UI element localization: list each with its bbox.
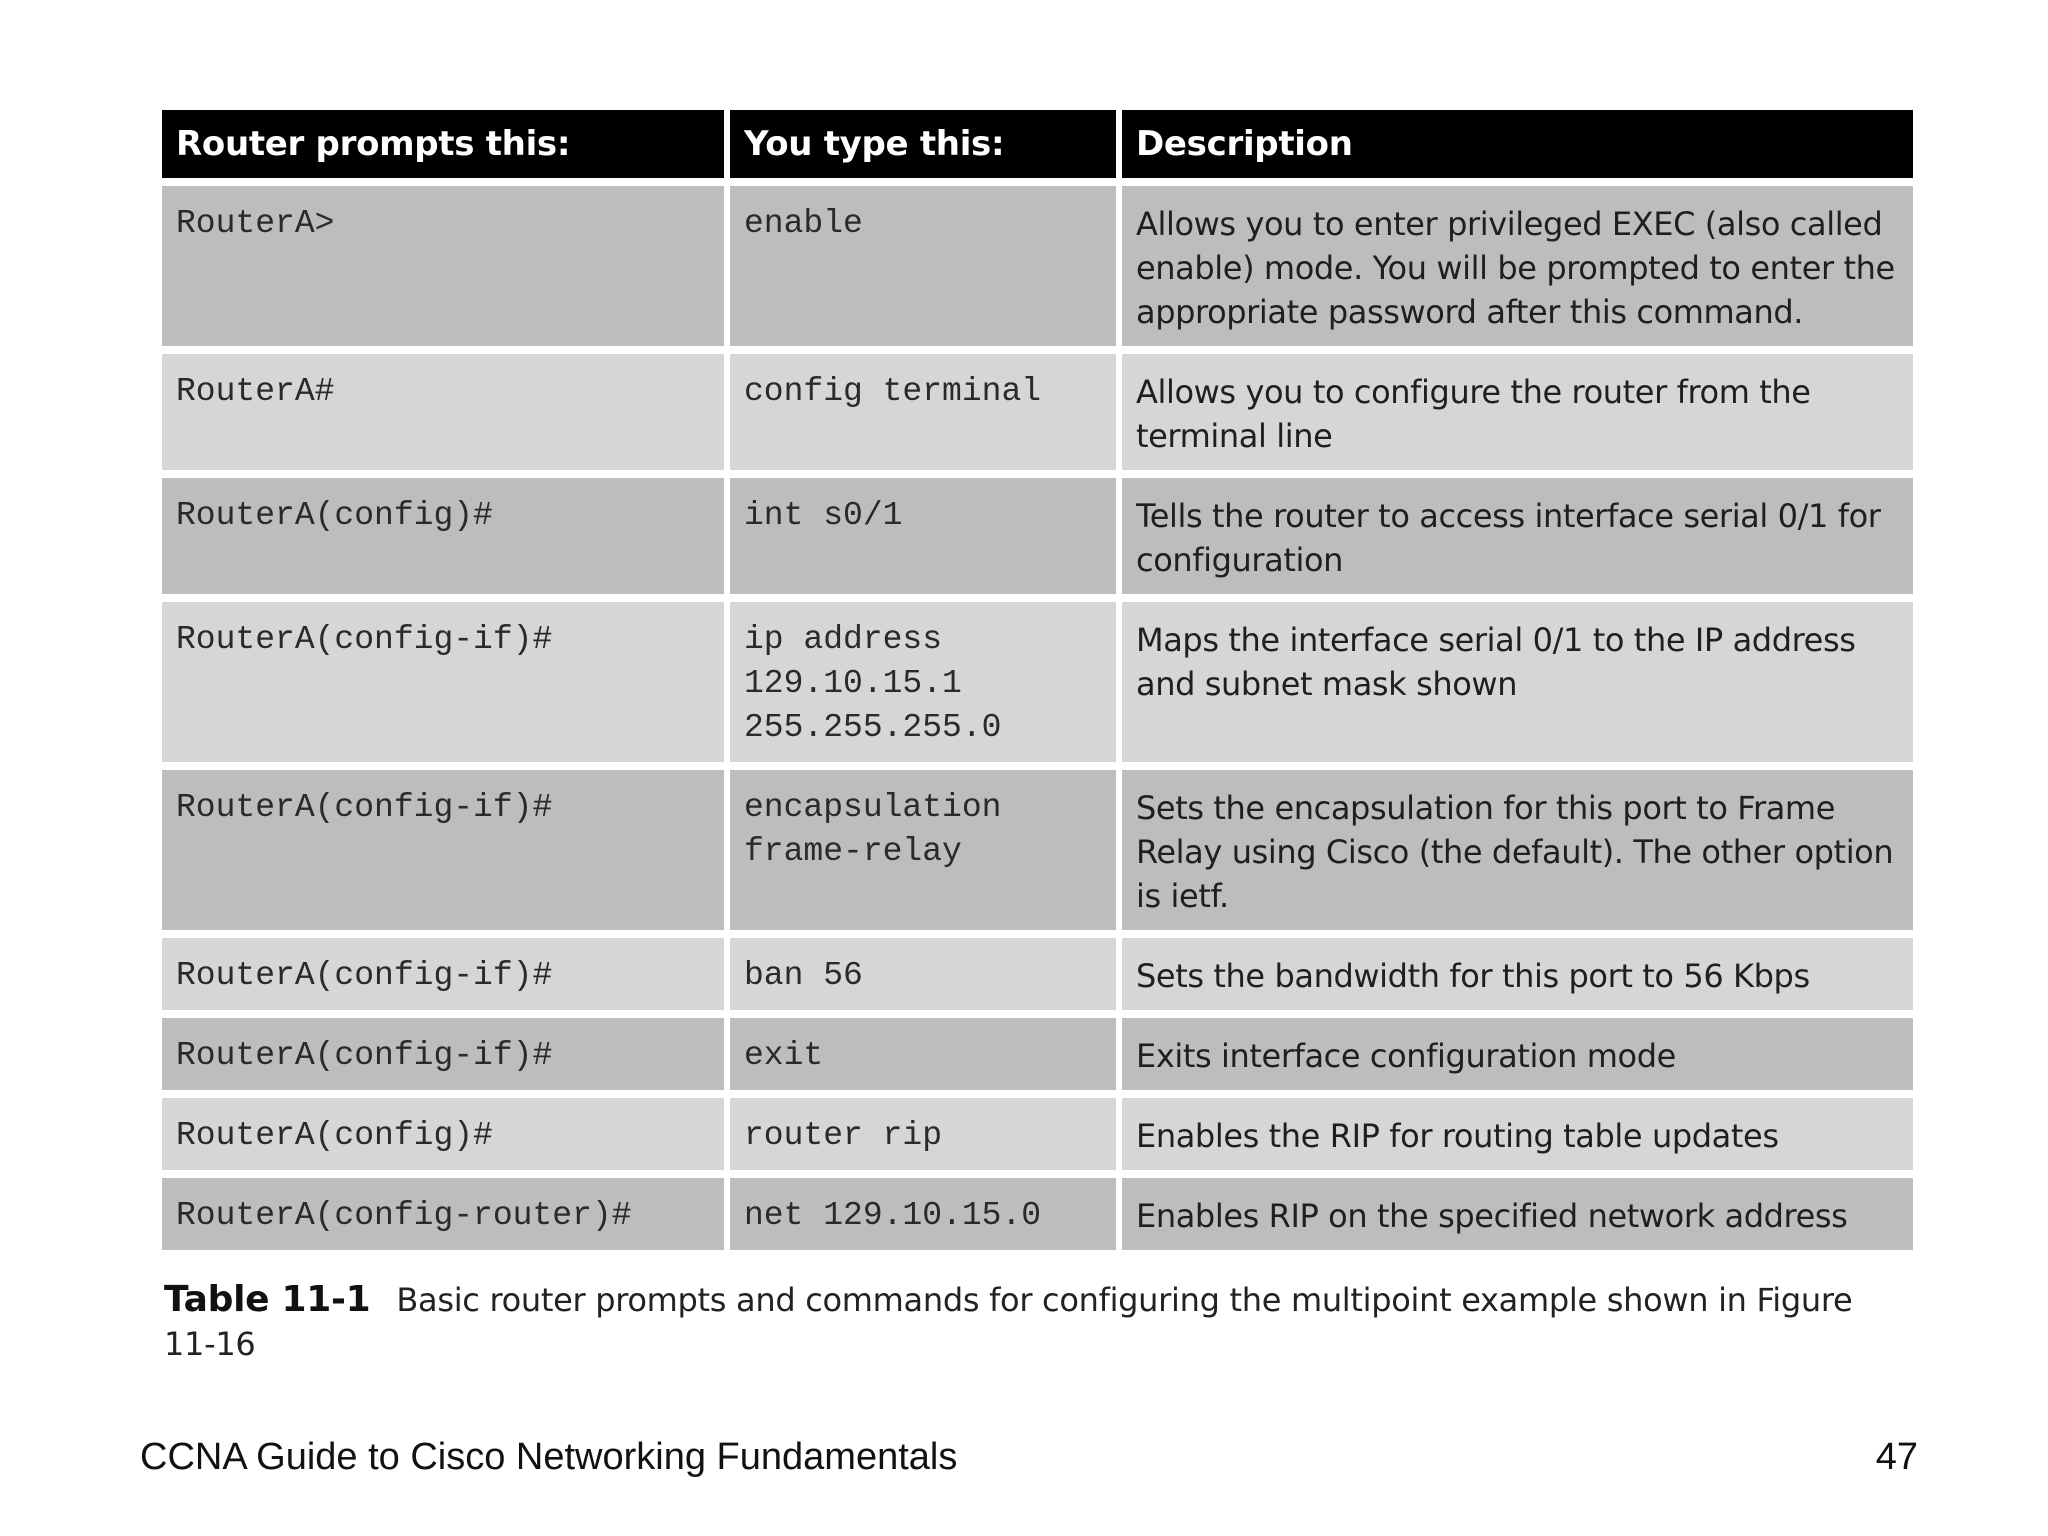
description-cell: Enables the RIP for routing table updates [1122, 1098, 1913, 1170]
prompt-cell: RouterA> [162, 186, 724, 346]
table-row [162, 1178, 1913, 1250]
router-commands-table-container [162, 110, 1913, 1250]
prompt-cell: RouterA(config)# [162, 478, 724, 594]
command-cell: enable [730, 186, 1116, 346]
description-cell: Exits interface configuration mode [1122, 1018, 1913, 1090]
prompt-cell: RouterA(config-if)# [162, 938, 724, 1010]
prompt-cell: RouterA(config-if)# [162, 1018, 724, 1090]
command-cell: config terminal [730, 354, 1116, 470]
table-header [162, 110, 1913, 178]
prompt-cell: RouterA(config-router)# [162, 1178, 724, 1250]
table-row [162, 1098, 1913, 1170]
table-row [162, 354, 1913, 470]
table-row [162, 602, 1913, 762]
command-cell: exit [730, 1018, 1116, 1090]
description-cell: Allows you to enter privileged EXEC (also called enable) mode. You will be prompted to enter the appropriate password after this command. [1122, 186, 1913, 346]
column-header-command: You type this: [730, 110, 1116, 178]
footer-page-number: 47 [1875, 1436, 1918, 1478]
table-header-row [162, 110, 1913, 178]
column-header-description: Description [1122, 110, 1913, 178]
command-cell: net 129.10.15.0 [730, 1178, 1116, 1250]
prompt-cell: RouterA(config-if)# [162, 770, 724, 930]
table-caption-text: Basic router prompts and commands for configuring the multipoint example shown in Figure 11-16 [164, 1281, 1853, 1363]
table-row [162, 1018, 1913, 1090]
command-cell: encapsulation frame-relay [730, 770, 1116, 930]
description-cell: Allows you to configure the router from the terminal line [1122, 354, 1913, 470]
footer-book-title: CCNA Guide to Cisco Networking Fundamentals [140, 1436, 958, 1478]
table-row [162, 770, 1913, 930]
description-cell: Maps the interface serial 0/1 to the IP address and subnet mask shown [1122, 602, 1913, 762]
command-cell: ip address 129.10.15.1 255.255.255.0 [730, 602, 1116, 762]
column-header-prompt: Router prompts this: [162, 110, 724, 178]
prompt-cell: RouterA(config-if)# [162, 602, 724, 762]
description-cell: Enables RIP on the specified network address [1122, 1178, 1913, 1250]
description-cell: Sets the bandwidth for this port to 56 Kbps [1122, 938, 1913, 1010]
table-caption [164, 1278, 1864, 1366]
table-row [162, 478, 1913, 594]
table-caption-label: Table 11-1 [164, 1279, 371, 1320]
command-cell: router rip [730, 1098, 1116, 1170]
description-cell: Tells the router to access interface serial 0/1 for configuration [1122, 478, 1913, 594]
table-body [162, 186, 1913, 1250]
description-cell: Sets the encapsulation for this port to Frame Relay using Cisco (the default). The other option is ietf. [1122, 770, 1913, 930]
table-row [162, 938, 1913, 1010]
prompt-cell: RouterA# [162, 354, 724, 470]
command-cell: ban 56 [730, 938, 1116, 1010]
command-cell: int s0/1 [730, 478, 1116, 594]
table-row [162, 186, 1913, 346]
router-commands-table [156, 102, 1919, 1258]
prompt-cell: RouterA(config)# [162, 1098, 724, 1170]
